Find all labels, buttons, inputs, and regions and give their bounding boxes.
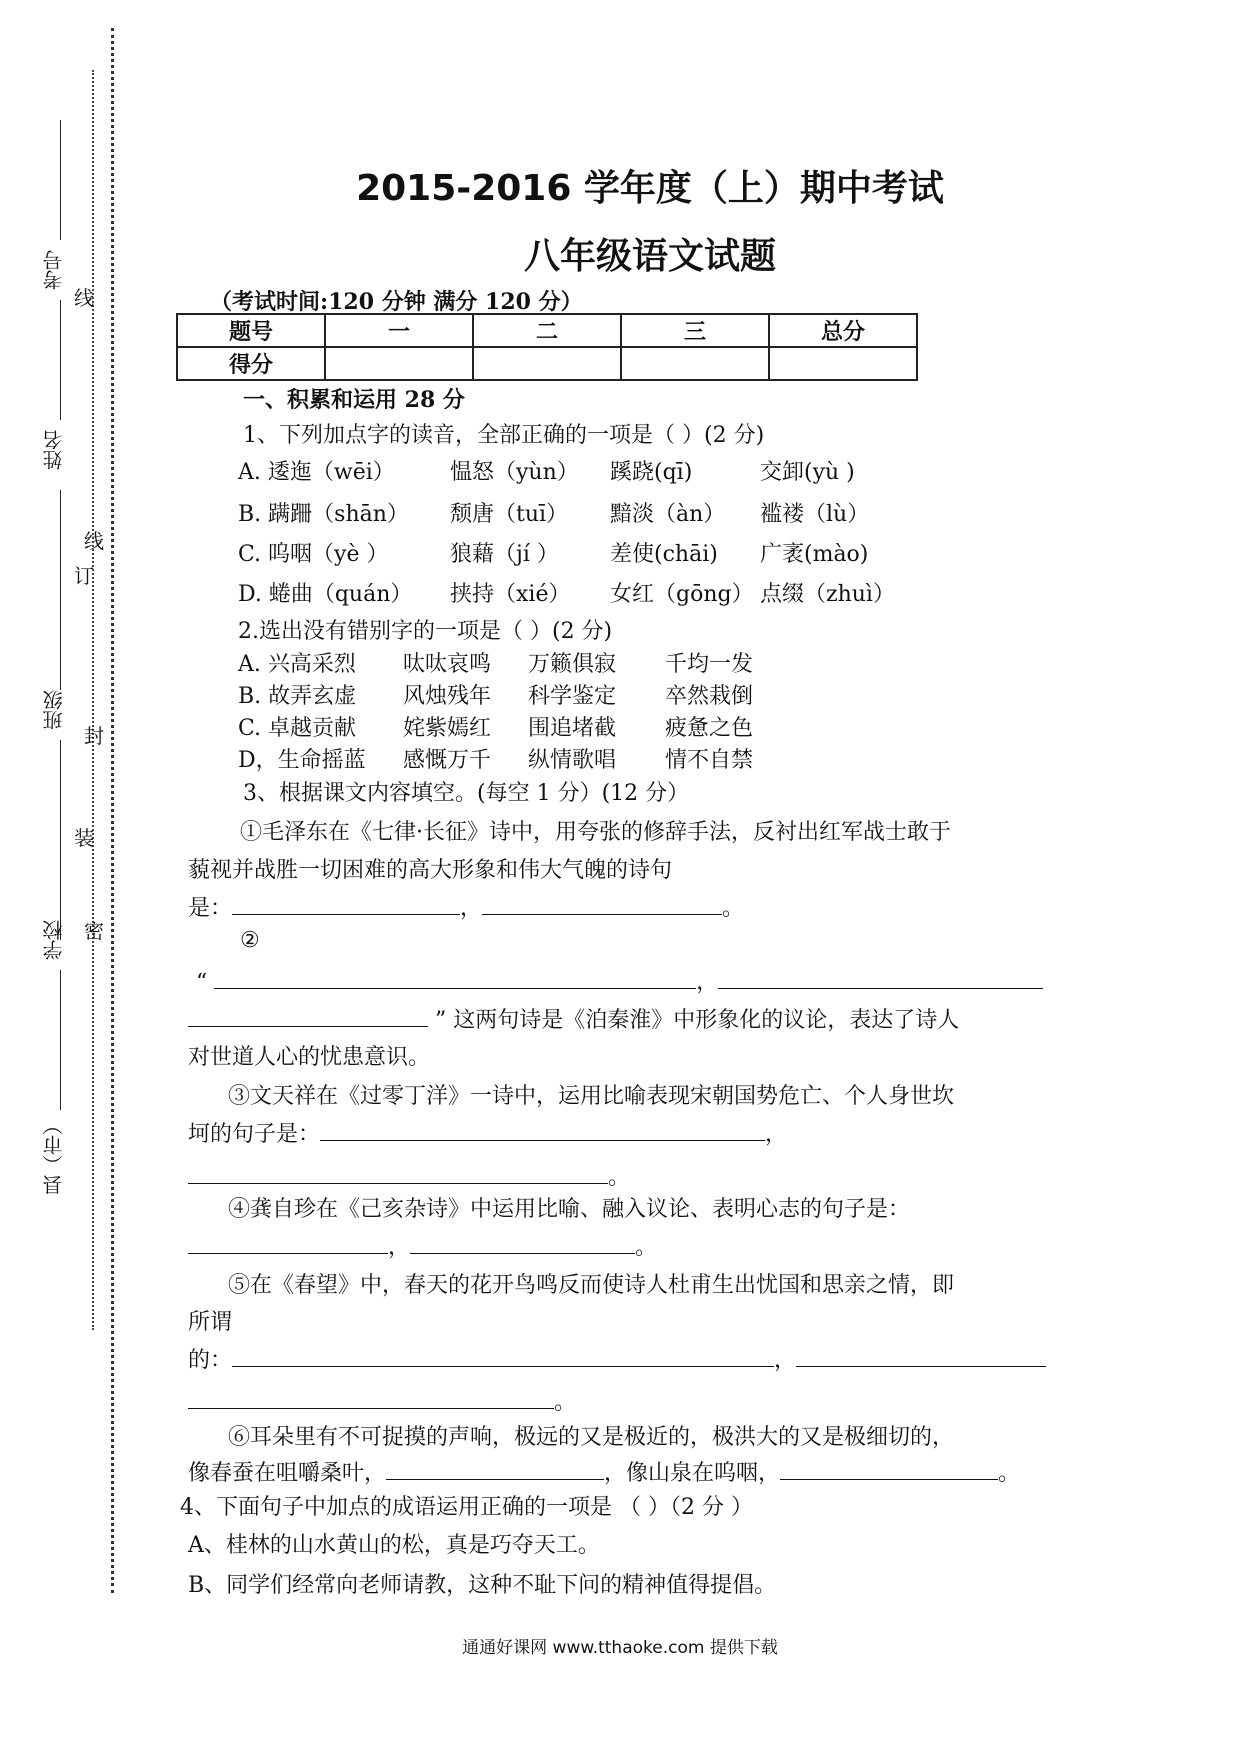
seal-char-zhuang: 装 bbox=[74, 826, 94, 850]
q3-s4-line1: ④龚自珍在《己亥杂诗》中运用比喻、融入议论、表明心志的句子是： bbox=[228, 1197, 911, 1222]
q3-s6-prefix: 像春蚕在咀嚼桑叶， bbox=[188, 1461, 387, 1486]
score-table bbox=[176, 313, 918, 381]
q2-b-4: 卒然栽倒 bbox=[665, 684, 754, 709]
answer-blank[interactable] bbox=[718, 966, 1043, 989]
q3-s2-line3: 对世道人心的忧患意识。 bbox=[188, 1045, 431, 1070]
side-line-banji bbox=[60, 740, 61, 940]
answer-blank[interactable] bbox=[214, 966, 696, 989]
score-entry-cell[interactable] bbox=[473, 347, 621, 380]
q1-d-2: 挟持（xié） bbox=[450, 582, 571, 607]
q3-s2-text: 这两句诗是《泊秦淮》中形象化的议论，表达了诗人 bbox=[453, 1008, 960, 1033]
q2-a-2: 呔呔哀鸣 bbox=[403, 652, 492, 677]
q3-s1-prefix: 是： bbox=[188, 896, 233, 921]
q3-s2-label: ② bbox=[240, 928, 260, 953]
answer-blank[interactable] bbox=[320, 1118, 765, 1141]
question-4-stem: 4、下面句子中加点的成语运用正确的一项是 （ ）（2 分 ） bbox=[180, 1495, 753, 1520]
q2-b-1: B. 故弄玄虚 bbox=[238, 684, 357, 709]
q3-s2-line2: ” 这两句诗是《泊秦淮》中形象化的议论，表达了诗人 bbox=[188, 1003, 959, 1034]
side-label-kaohao: 考号 bbox=[42, 250, 66, 290]
score-cell: 得分 bbox=[177, 347, 325, 380]
q3-s5-line1: ⑤在《春望》中，春天的花开鸟鸣反而使诗人杜甫生出忧国和思亲之情，即 bbox=[228, 1273, 955, 1298]
score-cell: 三 bbox=[621, 314, 769, 347]
q3-s5-answer-line2: 。 bbox=[188, 1385, 576, 1416]
q3-s1-answer-line: 是： ， 。 bbox=[188, 891, 744, 922]
q1-a-4: 交卸(yù ) bbox=[760, 460, 855, 485]
q2-a-1: A. 兴高采烈 bbox=[238, 652, 356, 677]
q1-b-2: 颓唐（tuī） bbox=[450, 502, 569, 527]
answer-blank[interactable] bbox=[386, 1457, 604, 1480]
q1-c-2: 狼藉（jí ） bbox=[450, 542, 559, 567]
q1-c-4: 广袤(mào) bbox=[760, 542, 869, 567]
q2-d-3: 纵情歌唱 bbox=[528, 748, 617, 773]
side-label-banji: 班级 bbox=[42, 690, 66, 730]
q1-b-3: 黯淡（àn） bbox=[610, 502, 726, 527]
q2-d-1: D，生命摇蓝 bbox=[238, 748, 366, 773]
q2-b-2: 风烛残年 bbox=[403, 684, 492, 709]
seal-char-xian-1: 线 bbox=[74, 286, 94, 310]
q1-d-1: D. 蜷曲（quán） bbox=[238, 582, 413, 607]
score-table-header-row bbox=[177, 314, 917, 347]
seal-char-mi: 密 bbox=[84, 919, 104, 943]
q1-c-1: C. 呜咽（yè ） bbox=[238, 542, 389, 567]
exam-subtitle: 八年级语文试题 bbox=[523, 236, 776, 277]
q2-d-4: 情不自禁 bbox=[665, 748, 754, 773]
score-entry-cell[interactable] bbox=[325, 347, 473, 380]
q2-a-3: 万籁俱寂 bbox=[528, 652, 617, 677]
answer-blank[interactable] bbox=[188, 1161, 608, 1184]
q3-s6-answer-line: 像春蚕在咀嚼桑叶， ，像山泉在呜咽， 。 bbox=[188, 1456, 1020, 1487]
q3-s3-line1: ③文天祥在《过零丁洋》一诗中，运用比喻表现宋朝国势危亡、个人身世坎 bbox=[228, 1084, 955, 1109]
q1-b-1: B. 蹒跚（shān） bbox=[238, 502, 409, 527]
q2-c-4: 疲惫之色 bbox=[665, 716, 754, 741]
score-entry-cell[interactable] bbox=[621, 347, 769, 380]
answer-blank[interactable] bbox=[796, 1344, 1046, 1367]
seal-char-feng: 封 bbox=[84, 724, 104, 748]
q3-s5-prefix: 的： bbox=[188, 1348, 233, 1373]
answer-blank[interactable] bbox=[482, 892, 722, 915]
q2-c-2: 姹紫嫣红 bbox=[403, 716, 492, 741]
footer-source: 通通好课网 www.tthaoke.com 提供下载 bbox=[462, 1638, 778, 1658]
question-2-stem: 2.选出没有错别字的一项是（ ）(2 分) bbox=[238, 619, 613, 644]
seal-char-ding: 订 bbox=[74, 564, 94, 588]
q1-a-2: 愠怒（yùn） bbox=[450, 460, 579, 485]
q1-d-4: 点缀（zhuì） bbox=[760, 582, 895, 607]
side-line-kaohao-2 bbox=[60, 300, 61, 420]
answer-blank[interactable] bbox=[188, 1004, 428, 1027]
score-cell: 题号 bbox=[177, 314, 325, 347]
answer-blank[interactable] bbox=[232, 1344, 774, 1367]
q3-s4-answer-line: ， 。 bbox=[188, 1230, 657, 1261]
q3-s3-prefix: 坷的句子是： bbox=[188, 1122, 321, 1147]
answer-blank[interactable] bbox=[232, 892, 460, 915]
score-cell: 总分 bbox=[769, 314, 917, 347]
side-line-xingming bbox=[60, 490, 61, 690]
side-label-xuexiao: 学校 bbox=[42, 920, 66, 960]
score-cell: 一 bbox=[325, 314, 473, 347]
q3-s6-line1: ⑥耳朵里有不可捉摸的声响，极远的又是极近的，极洪大的又是极细切的， bbox=[228, 1425, 955, 1450]
q3-s3-answer-line: 坷的句子是： ， bbox=[188, 1117, 787, 1148]
q4-option-b: B、同学们经常向老师请教，这种不耻下问的精神值得提倡。 bbox=[188, 1573, 777, 1598]
q1-a-3: 蹊跷(qī) bbox=[610, 460, 693, 485]
side-label-xingming: 姓名 bbox=[42, 430, 66, 470]
section-heading: 一、积累和运用 28 分 bbox=[243, 387, 465, 413]
side-label-xian: 县（市） bbox=[42, 1115, 66, 1195]
q3-s3-answer-line2: 。 bbox=[188, 1160, 630, 1191]
q3-s6-mid: ，像山泉在呜咽， bbox=[604, 1461, 781, 1486]
question-1-stem: 1、下列加点字的读音，全部正确的一项是（ ）(2 分) bbox=[243, 423, 765, 448]
q1-b-4: 褴褛（lù） bbox=[760, 502, 870, 527]
answer-blank[interactable] bbox=[780, 1457, 998, 1480]
score-entry-cell[interactable] bbox=[769, 347, 917, 380]
q4-option-a: A、桂林的山水黄山的松，真是巧夺天工。 bbox=[188, 1533, 600, 1558]
side-line-xuexiao bbox=[60, 970, 61, 1110]
q2-b-3: 科学鉴定 bbox=[528, 684, 617, 709]
q1-a-1: A. 逶迤（wēi） bbox=[238, 460, 395, 485]
q3-s1-line1: ①毛泽东在《七律·长征》诗中，用夸张的修辞手法，反衬出红军战士敢于 bbox=[240, 820, 951, 845]
exam-title: 2015-2016 学年度（上）期中考试 bbox=[356, 168, 944, 209]
q1-c-3: 差使(chāi) bbox=[610, 542, 718, 567]
score-table-score-row bbox=[177, 347, 917, 380]
exam-info: （考试时间:120 分钟 满分 120 分） bbox=[210, 289, 583, 315]
q1-d-3: 女红（gōng） bbox=[610, 582, 754, 607]
answer-blank[interactable] bbox=[188, 1231, 388, 1254]
q2-c-3: 围追堵截 bbox=[528, 716, 617, 741]
q3-s2-answer-line: “ ， bbox=[196, 965, 1043, 996]
q3-s1-line2: 藐视并战胜一切困难的高大形象和伟大气魄的诗句 bbox=[188, 858, 673, 883]
q2-c-1: C. 卓越贡献 bbox=[238, 716, 357, 741]
question-3-stem: 3、根据课文内容填空。(每空 1 分）(12 分） bbox=[243, 781, 690, 806]
q3-s5-line2: 所谓 bbox=[188, 1310, 233, 1335]
answer-blank[interactable] bbox=[410, 1231, 635, 1254]
q2-d-2: 感慨万千 bbox=[403, 748, 492, 773]
answer-blank[interactable] bbox=[188, 1386, 554, 1409]
score-cell: 二 bbox=[473, 314, 621, 347]
q2-a-4: 千均一发 bbox=[665, 652, 754, 677]
q3-s5-answer-line: 的： ， bbox=[188, 1343, 1046, 1374]
seal-char-xian-2: 线 bbox=[84, 529, 104, 553]
